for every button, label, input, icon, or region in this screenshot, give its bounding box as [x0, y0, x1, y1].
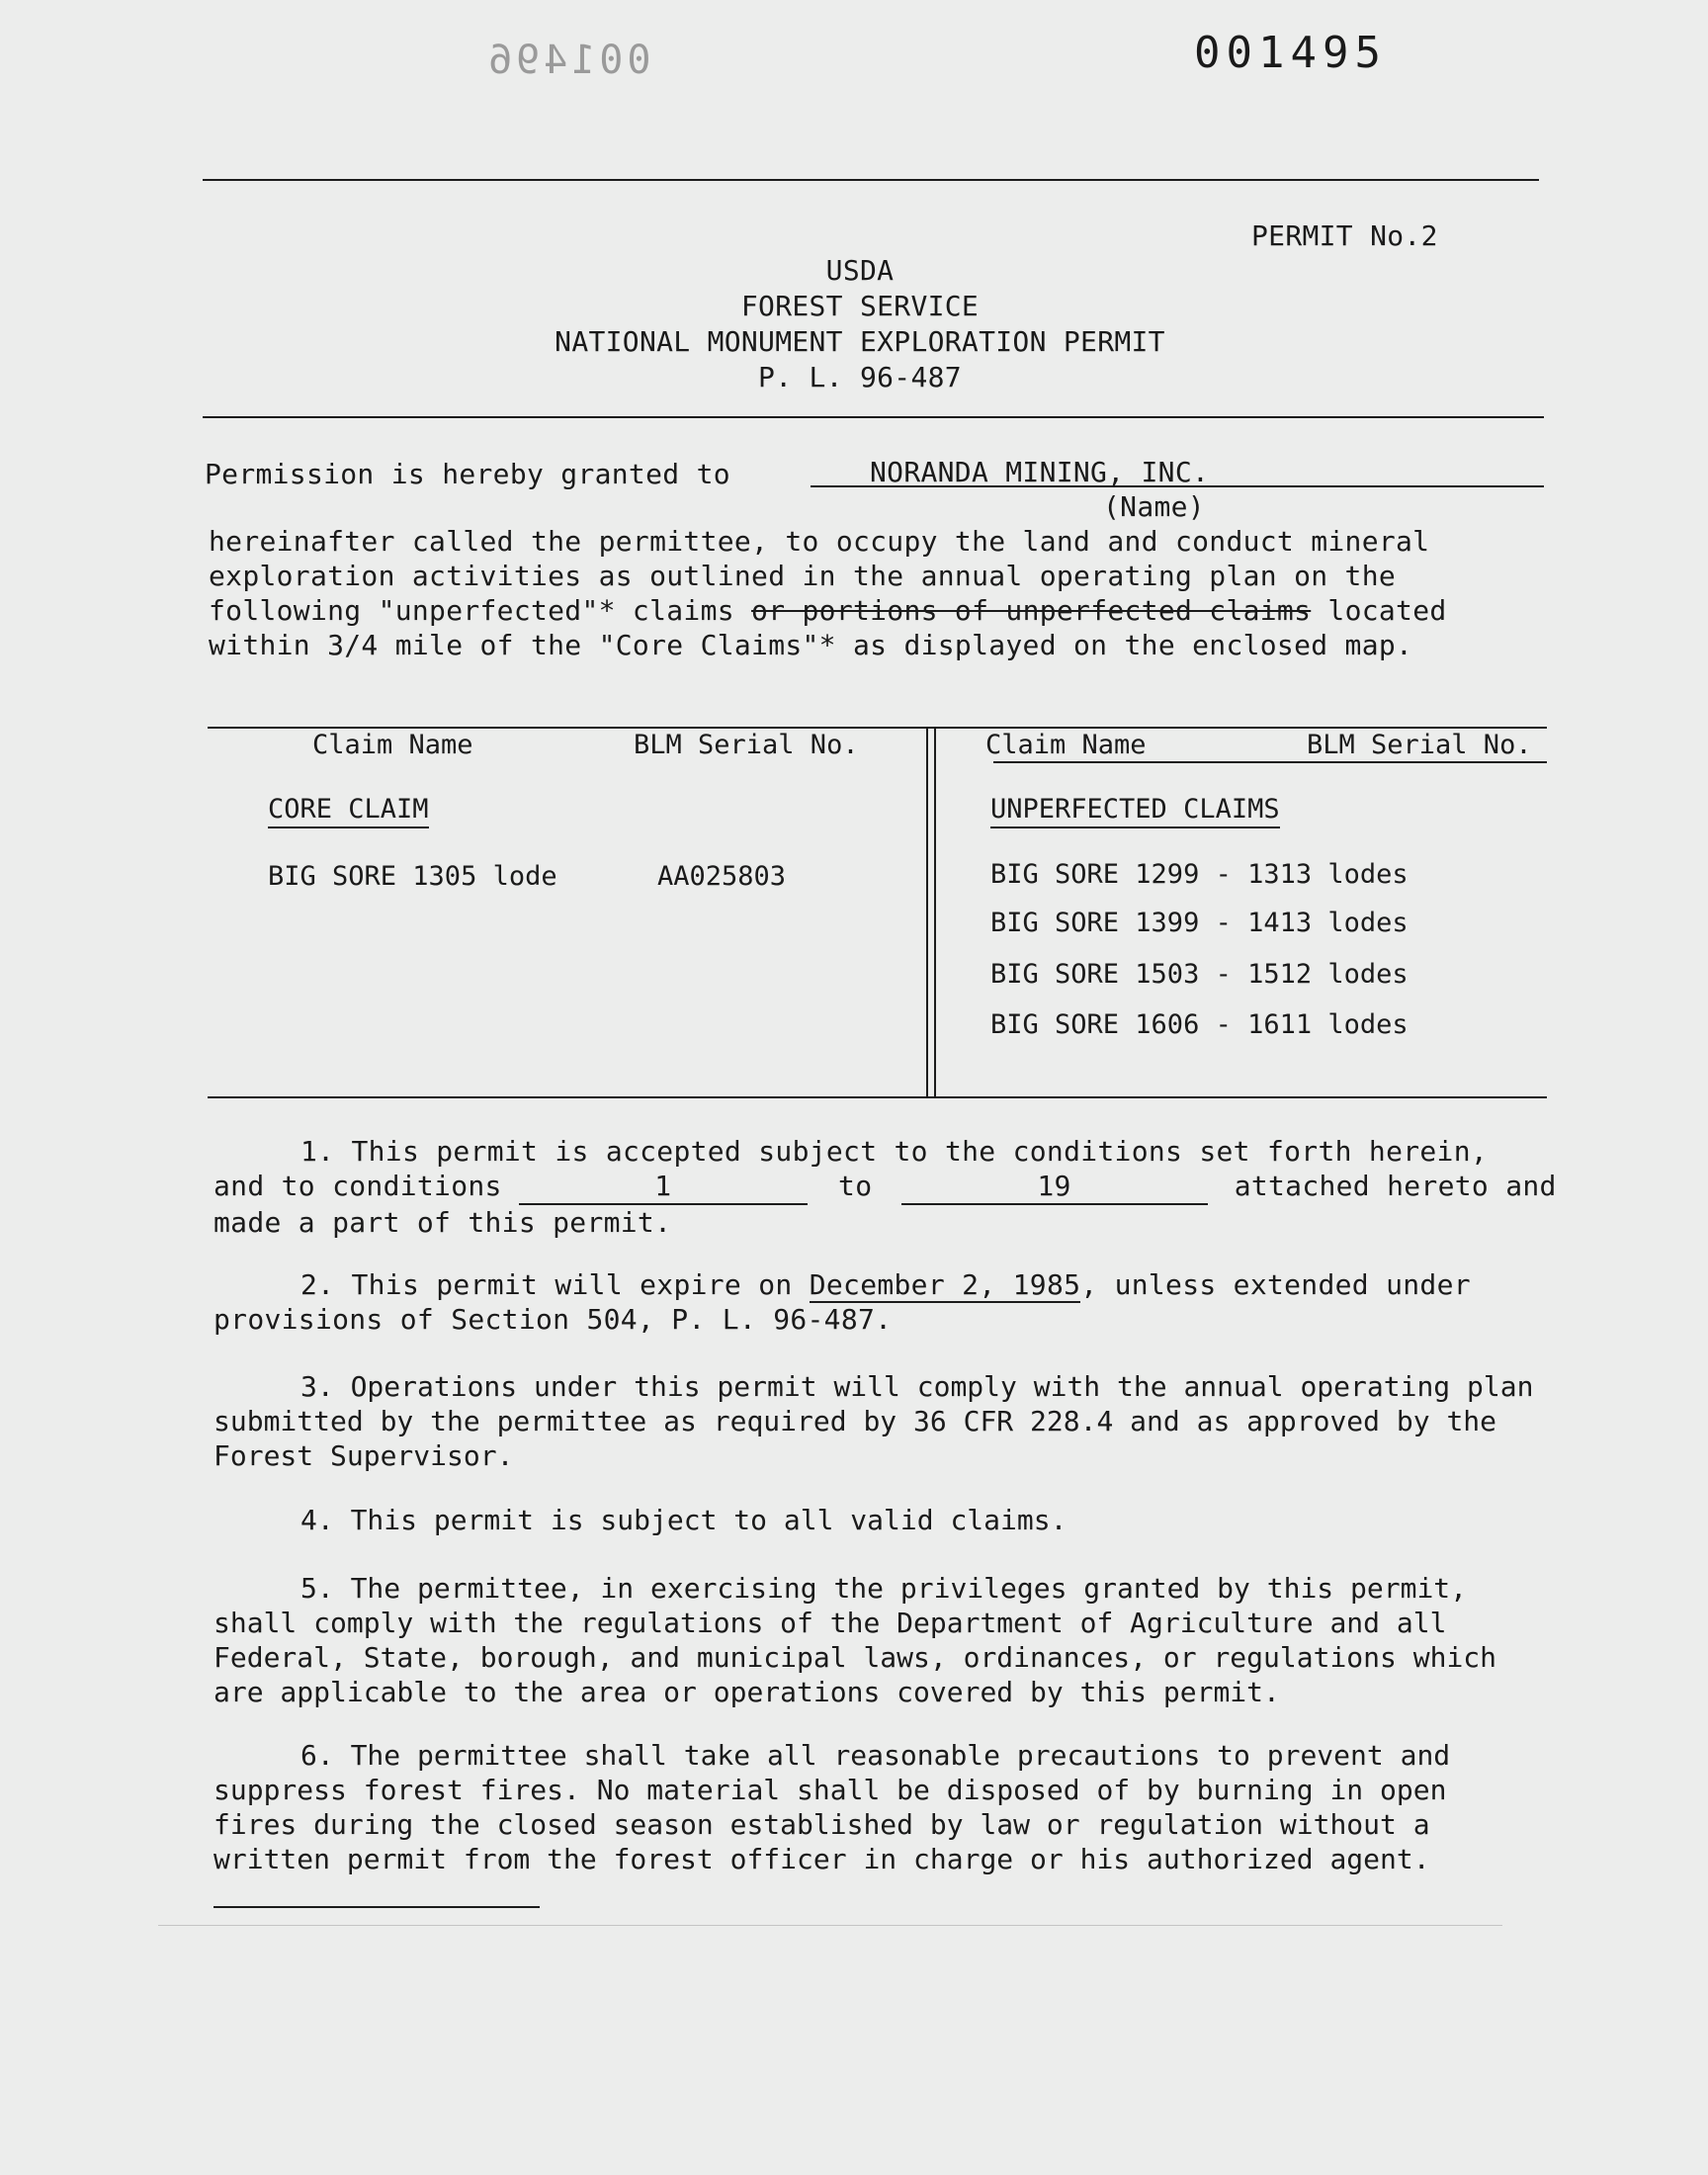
- core-claim-heading: CORE CLAIM: [268, 794, 429, 828]
- unperfected-claim-row: BIG SORE 1299 - 1313 lodes: [990, 859, 1409, 890]
- core-claim-serial: AA025803: [657, 861, 787, 892]
- struck-text: or portions of unperfected claims: [751, 594, 1312, 627]
- top-rule: [203, 179, 1539, 181]
- footer-rule: [214, 1906, 540, 1908]
- condition-1-to-word: to: [838, 1170, 873, 1202]
- condition-5: 5. The permittee, in exercising the privileges granted by this permit, shall comply with the regulations of the Department of Agriculture and all Federal, State, borough, and municipal laws, ordinances, or regulations which are applicable to the area or operations covered by this permit.: [214, 1572, 1497, 1708]
- condition-2: [214, 1267, 1471, 1337]
- table-header-rule: [993, 761, 1547, 763]
- condition-3: 3. Operations under this permit will comply with the annual operating plan submitted by the permittee as required by 36 CFR 228.4 and as approved by the Forest Supervisor.: [214, 1370, 1534, 1472]
- right-col-blm-serial-header: BLM Serial No.: [1307, 730, 1532, 760]
- condition-1-line-1: 1. This permit is accepted subject to the conditions set forth herein,: [300, 1135, 1489, 1168]
- condition-4: 4. This permit is subject to all valid claims.: [300, 1504, 1068, 1536]
- unperfected-claim-row: BIG SORE 1399 - 1413 lodes: [990, 908, 1409, 938]
- agency-name: USDA: [825, 254, 895, 287]
- condition-to-field: 19: [901, 1169, 1208, 1205]
- grant-line-1: hereinafter called the permittee, to occupy the land and conduct mineral: [209, 525, 1430, 558]
- condition-1-line-2: [214, 1169, 1557, 1205]
- unperfected-claim-row: BIG SORE 1606 - 1611 lodes: [990, 1009, 1409, 1040]
- grant-line-4: within 3/4 mile of the "Core Claims"* as displayed on the enclosed map.: [209, 629, 1413, 661]
- permit-title: NATIONAL MONUMENT EXPLORATION PERMIT: [555, 325, 1165, 358]
- condition-2-line-2: provisions of Section 504, P. L. 96-487.: [214, 1303, 893, 1336]
- bleed-through-line: [158, 1925, 1502, 1926]
- table-top-rule: [208, 727, 1547, 729]
- document-number: 001495: [1194, 28, 1387, 78]
- grant-intro: Permission is hereby granted to: [205, 458, 730, 490]
- grant-line-3: [209, 593, 1447, 628]
- public-law: P. L. 96-487: [758, 361, 962, 393]
- agency-header: [425, 253, 1295, 395]
- bleed-through-number: 001496: [484, 38, 651, 83]
- right-col-claim-name-header: Claim Name: [985, 730, 1147, 760]
- grant-line-3-b: located: [1311, 594, 1447, 627]
- condition-1-post: attached hereto and: [1234, 1170, 1557, 1202]
- condition-6: 6. The permittee shall take all reasonable precautions to prevent and suppress forest fires. No material shall be disposed of by burning in open fires during the closed season established by law or regulation without a written permit from the forest officer in charge or his authorized agent.: [214, 1739, 1451, 1875]
- unperfected-claim-row: BIG SORE 1503 - 1512 lodes: [990, 959, 1409, 990]
- condition-1-pre: and to conditions: [214, 1170, 502, 1202]
- table-divider-a: [926, 727, 928, 1097]
- expiration-date: December 2, 1985: [809, 1268, 1081, 1301]
- grant-top-rule: [203, 416, 1544, 418]
- condition-1-line-3: made a part of this permit.: [214, 1206, 672, 1239]
- unperfected-claims-heading: UNPERFECTED CLAIMS: [990, 794, 1280, 828]
- left-col-claim-name-header: Claim Name: [312, 730, 473, 760]
- permit-number: PERMIT No.2: [1251, 219, 1438, 252]
- table-bottom-rule: [208, 1096, 1547, 1098]
- permittee-name: NORANDA MINING, INC.: [870, 456, 1210, 488]
- condition-2-pre: 2. This permit will expire on: [300, 1268, 810, 1301]
- condition-1: [214, 1134, 1557, 1240]
- grant-line-2: exploration activities as outlined in the annual operating plan on the: [209, 560, 1397, 592]
- permittee-name-caption: (Name): [1103, 490, 1205, 523]
- core-claim-name: BIG SORE 1305 lode: [268, 861, 557, 892]
- condition-2-post: , unless extended under: [1080, 1268, 1471, 1301]
- table-divider-b: [934, 727, 936, 1097]
- grant-line-3-a: following "unperfected"* claims: [209, 594, 752, 627]
- grant-paragraph: [209, 524, 1447, 662]
- condition-2-line-1: [214, 1267, 1471, 1302]
- left-col-blm-serial-header: BLM Serial No.: [634, 730, 859, 760]
- condition-from-field: 1: [519, 1169, 808, 1205]
- permittee-name-underline: [811, 485, 1544, 487]
- service-name: FOREST SERVICE: [740, 290, 980, 322]
